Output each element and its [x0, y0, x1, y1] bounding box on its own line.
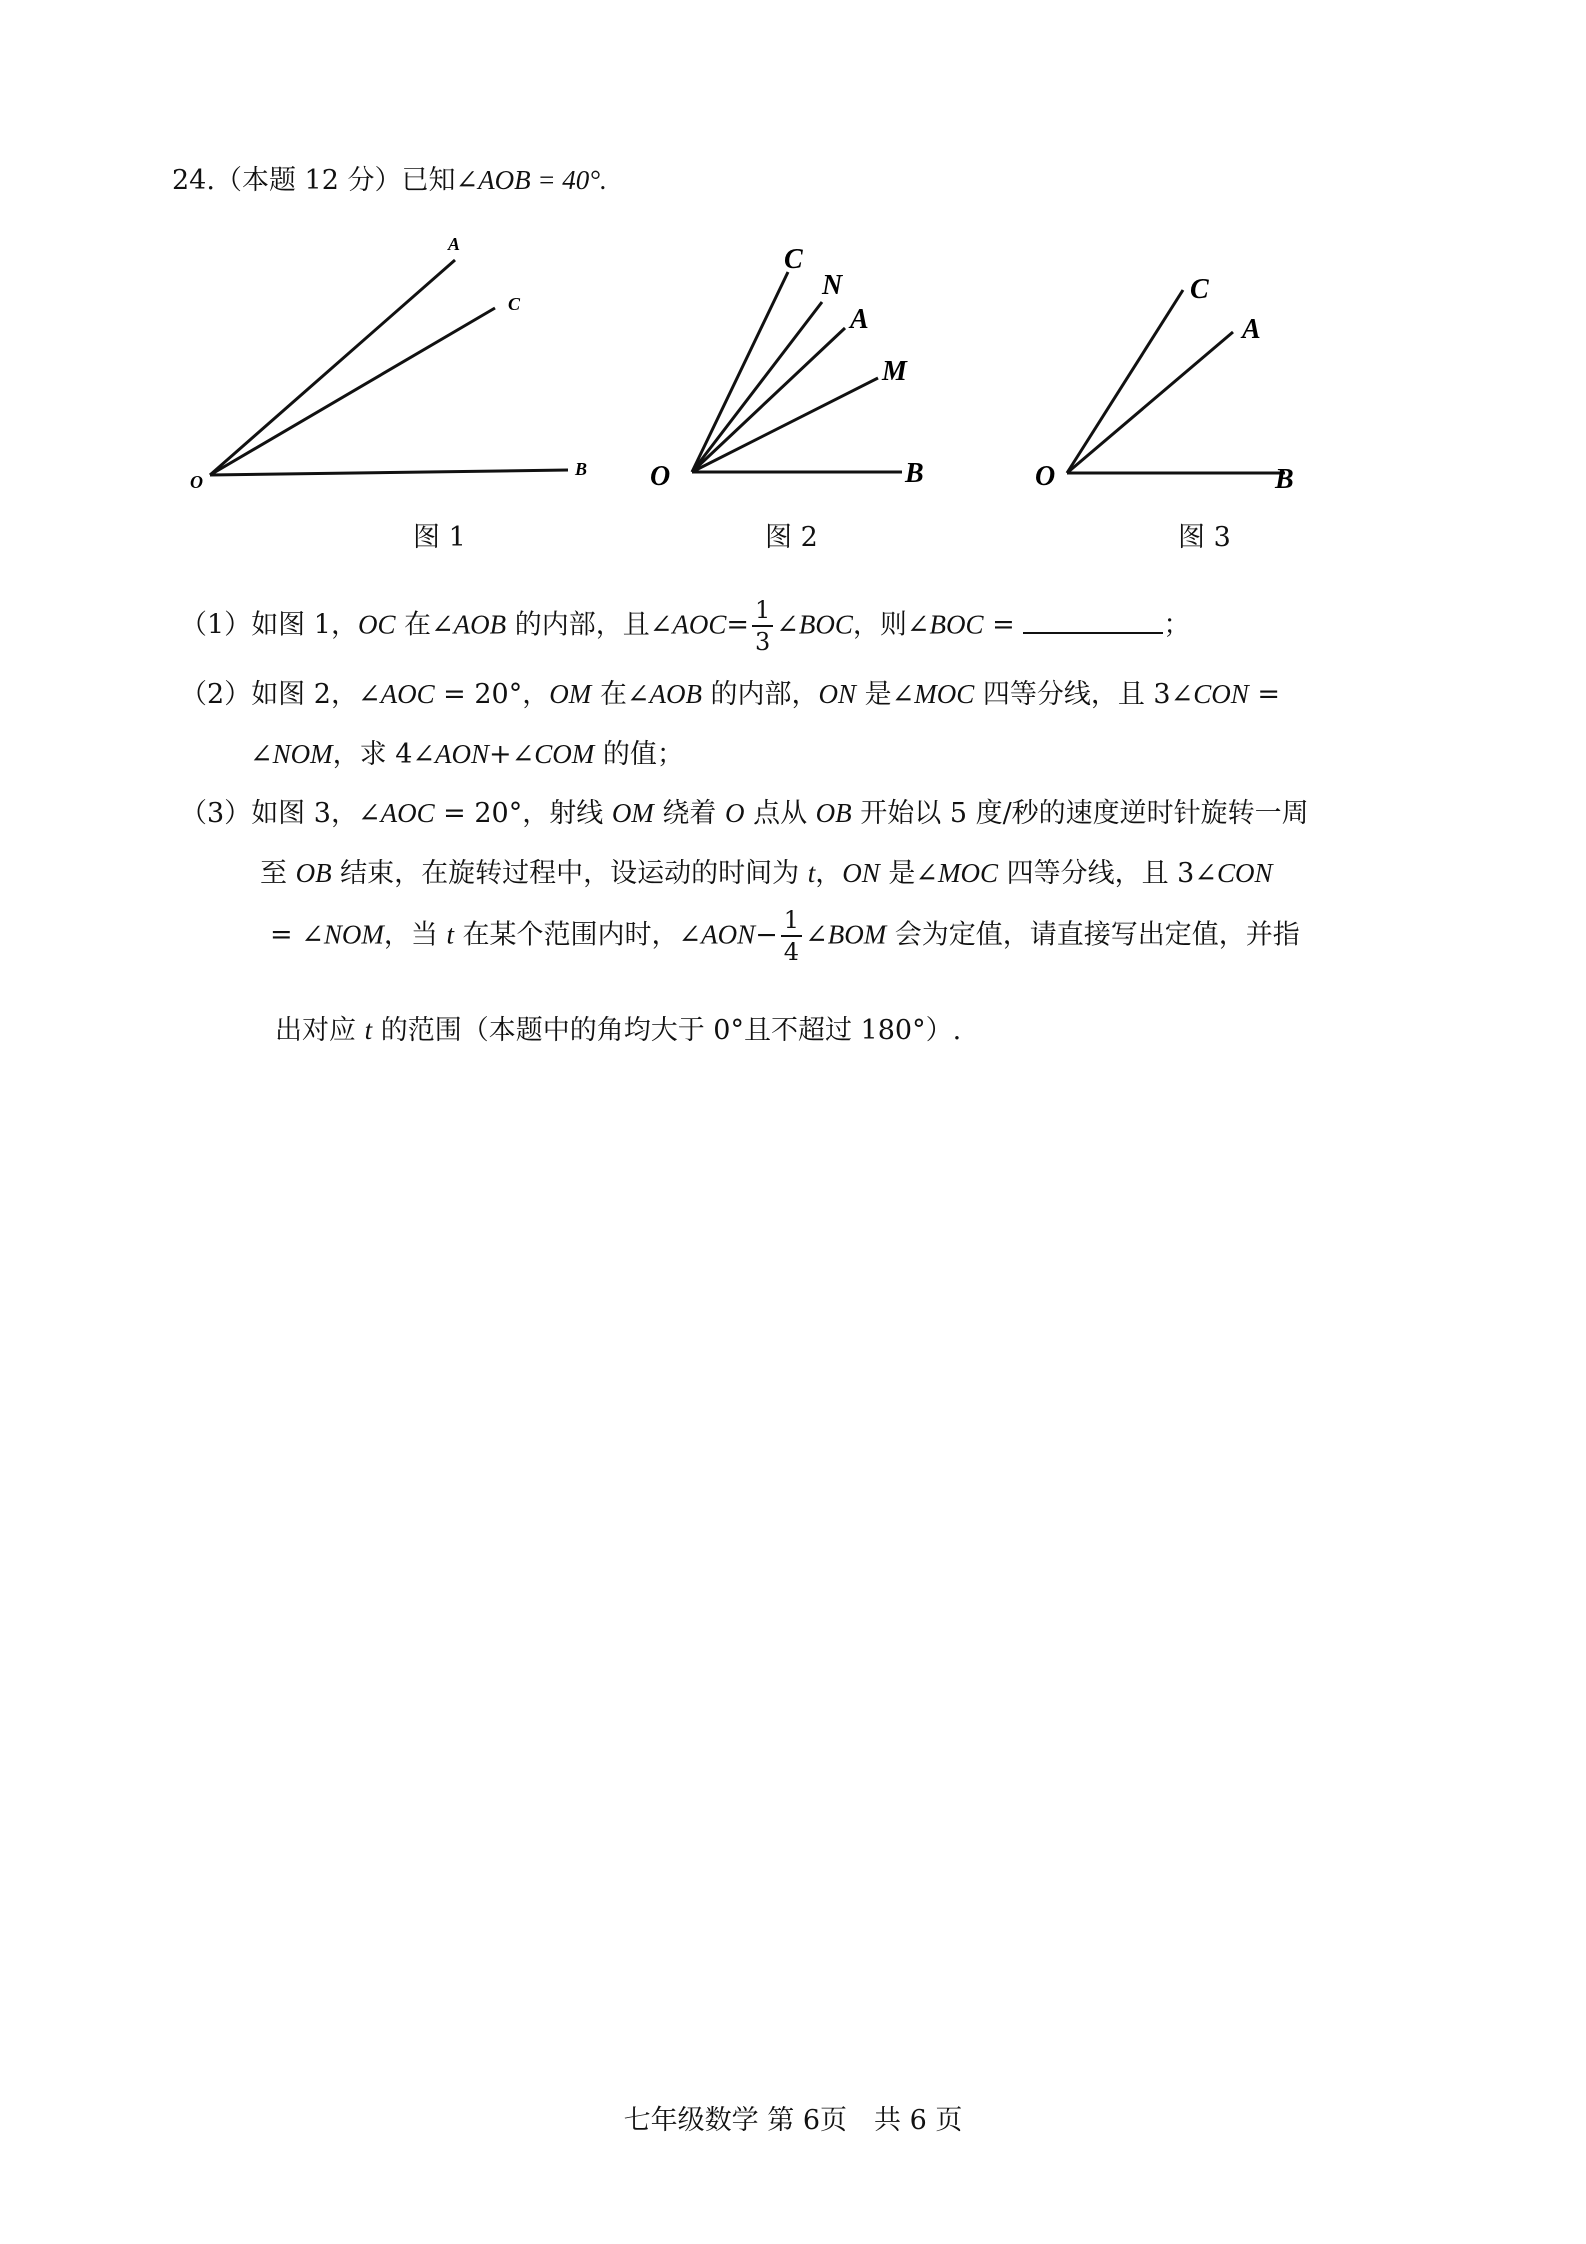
ray-oc — [1067, 290, 1183, 473]
math-oc: OC — [357, 609, 396, 640]
part-3-text: = — [270, 919, 302, 951]
ray-oa — [1067, 332, 1233, 473]
math-angle-aob: ∠AOB — [431, 609, 507, 640]
equals-sign: = — [726, 609, 750, 641]
part-2-text: = 20°， — [434, 679, 550, 710]
label-b: B — [905, 458, 924, 489]
ray-oc — [692, 272, 788, 472]
figure-1-diagram — [190, 230, 610, 500]
question-header — [172, 158, 607, 197]
math-angle-aob: ∠AOB — [626, 679, 702, 709]
part-1-text: 在 — [395, 609, 432, 641]
figure-2-diagram — [650, 244, 950, 500]
part-2-line-2 — [250, 734, 684, 775]
label-o: O — [650, 461, 671, 492]
part-2-text: + — [489, 739, 512, 770]
math-angle-boc: ∠BOC — [776, 609, 853, 640]
math-angle-aoc: ∠AOC — [357, 798, 435, 828]
part-3-text: 四等分线，且 3 — [998, 858, 1195, 889]
part-1 — [180, 598, 1190, 654]
label-b: B — [575, 459, 588, 479]
part-3-text: ， — [815, 858, 843, 889]
part-3-text: 的范围（本题中的角均大于 0°且不超过 180°）. — [372, 1015, 962, 1046]
part-3-text: 结束，在旋转过程中，设运动的时间为 — [331, 858, 808, 889]
ray-on — [692, 302, 822, 472]
math-om: OM — [549, 679, 592, 709]
figure-1-caption: 图 1 — [413, 522, 466, 553]
part-1-text: 的内部，且 — [506, 609, 650, 641]
question-given-angle: ∠AOB = 40°. — [455, 165, 607, 195]
figure-1 — [190, 230, 610, 500]
fraction-one-third — [752, 598, 773, 654]
figure-3-diagram — [1035, 260, 1315, 500]
figure-3 — [1035, 260, 1315, 500]
math-on: ON — [842, 858, 880, 888]
part-2-label: （2） — [180, 679, 252, 710]
math-angle-aon: ∠AON — [678, 919, 756, 950]
part-2-text: 在 — [591, 679, 627, 710]
part-3-text: 至 — [260, 858, 296, 889]
math-t: t — [446, 919, 454, 950]
figure-3-caption: 图 3 — [1178, 522, 1231, 553]
math-ob: OB — [815, 798, 852, 828]
answer-blank[interactable] — [1023, 606, 1163, 634]
part-3-line-2 — [260, 853, 1273, 894]
math-angle-boc: ∠BOC — [906, 609, 984, 640]
part-3-text: 如图 3， — [251, 798, 358, 829]
question-points: （本题 12 分） — [214, 165, 402, 196]
fraction-numerator: 1 — [752, 598, 773, 627]
part-2-text: = — [1248, 679, 1280, 710]
part-3-line-1 — [180, 793, 1309, 834]
math-angle-moc: ∠MOC — [891, 679, 975, 709]
part-3-text: 在某个范围内时， — [453, 919, 679, 951]
math-angle-com: ∠COM — [511, 739, 595, 769]
label-a: A — [850, 304, 869, 335]
part-2-text: 是 — [856, 679, 892, 710]
math-t: t — [807, 858, 816, 888]
math-angle-aoc: ∠AOC — [649, 609, 727, 640]
part-3-label: （3） — [180, 798, 252, 829]
ray-ob — [210, 470, 568, 475]
question-number: 24. — [172, 165, 215, 196]
fraction-one-fourth — [781, 908, 802, 964]
part-3-text: 会为定值，请直接写出定值，并指 — [886, 919, 1300, 951]
ray-oa — [210, 260, 455, 475]
math-angle-nom: ∠NOM — [250, 739, 333, 769]
label-a: A — [1242, 314, 1261, 345]
math-angle-nom: ∠NOM — [301, 919, 384, 950]
part-2-text: 四等分线，且 3 — [974, 679, 1171, 710]
label-m: M — [882, 356, 907, 387]
part-3-text: 出对应 — [275, 1015, 365, 1046]
math-angle-moc: ∠MOC — [915, 858, 999, 888]
part-3-text: 点从 — [744, 798, 816, 829]
label-c: C — [784, 244, 803, 275]
math-o: O — [724, 798, 745, 828]
math-angle-bom: ∠BOM — [805, 919, 887, 950]
part-3-text: 开始以 5 度/秒的速度逆时针旋转一周 — [851, 798, 1309, 829]
part-2-text: 的值； — [594, 739, 684, 770]
math-angle-con: ∠CON — [1170, 679, 1249, 709]
label-c: C — [508, 294, 521, 314]
fraction-denominator: 4 — [783, 938, 800, 966]
fraction-numerator: 1 — [781, 908, 802, 937]
fraction-denominator: 3 — [755, 628, 771, 656]
part-1-end: ； — [1163, 609, 1191, 641]
math-t: t — [364, 1015, 373, 1045]
part-1-label: （1） — [180, 609, 252, 641]
math-om: OM — [611, 798, 654, 828]
ray-oc — [210, 308, 495, 475]
question-given-prefix: 已知 — [401, 165, 456, 196]
part-3-text: 是 — [879, 858, 916, 889]
math-angle-aoc: ∠AOC — [357, 679, 435, 709]
part-2-text: ，求 4 — [332, 739, 413, 770]
ray-oa — [692, 328, 845, 472]
label-b: B — [1275, 464, 1294, 495]
part-2-line-1 — [180, 674, 1280, 715]
part-3-line-4 — [275, 1010, 961, 1051]
part-3-text: ，当 — [383, 919, 447, 951]
part-3-text: 绕着 — [653, 798, 725, 829]
part-1-text: 如图 1， — [251, 609, 358, 641]
figure-2 — [650, 244, 950, 500]
part-3-text: = 20°，射线 — [434, 798, 612, 829]
part-3-line-3 — [270, 908, 1300, 964]
label-n: N — [822, 270, 843, 301]
label-a: A — [448, 234, 461, 254]
ray-om — [692, 378, 878, 472]
math-angle-aon: ∠AON — [412, 739, 490, 769]
math-on: ON — [818, 679, 857, 709]
math-angle-con: ∠CON — [1194, 858, 1273, 888]
part-2-text: 的内部， — [701, 679, 819, 710]
part-1-text: = — [983, 609, 1024, 641]
part-1-text: ，则 — [852, 609, 907, 641]
part-2-text: 如图 2， — [251, 679, 358, 710]
math-ob: OB — [295, 858, 332, 888]
label-c: C — [1190, 274, 1209, 305]
minus-sign: − — [755, 919, 778, 951]
figure-2-caption: 图 2 — [765, 522, 818, 553]
label-o: O — [190, 472, 203, 492]
label-o: O — [1035, 461, 1056, 492]
page-footer: 七年级数学 第 6页 共 6 页 — [623, 2105, 963, 2136]
